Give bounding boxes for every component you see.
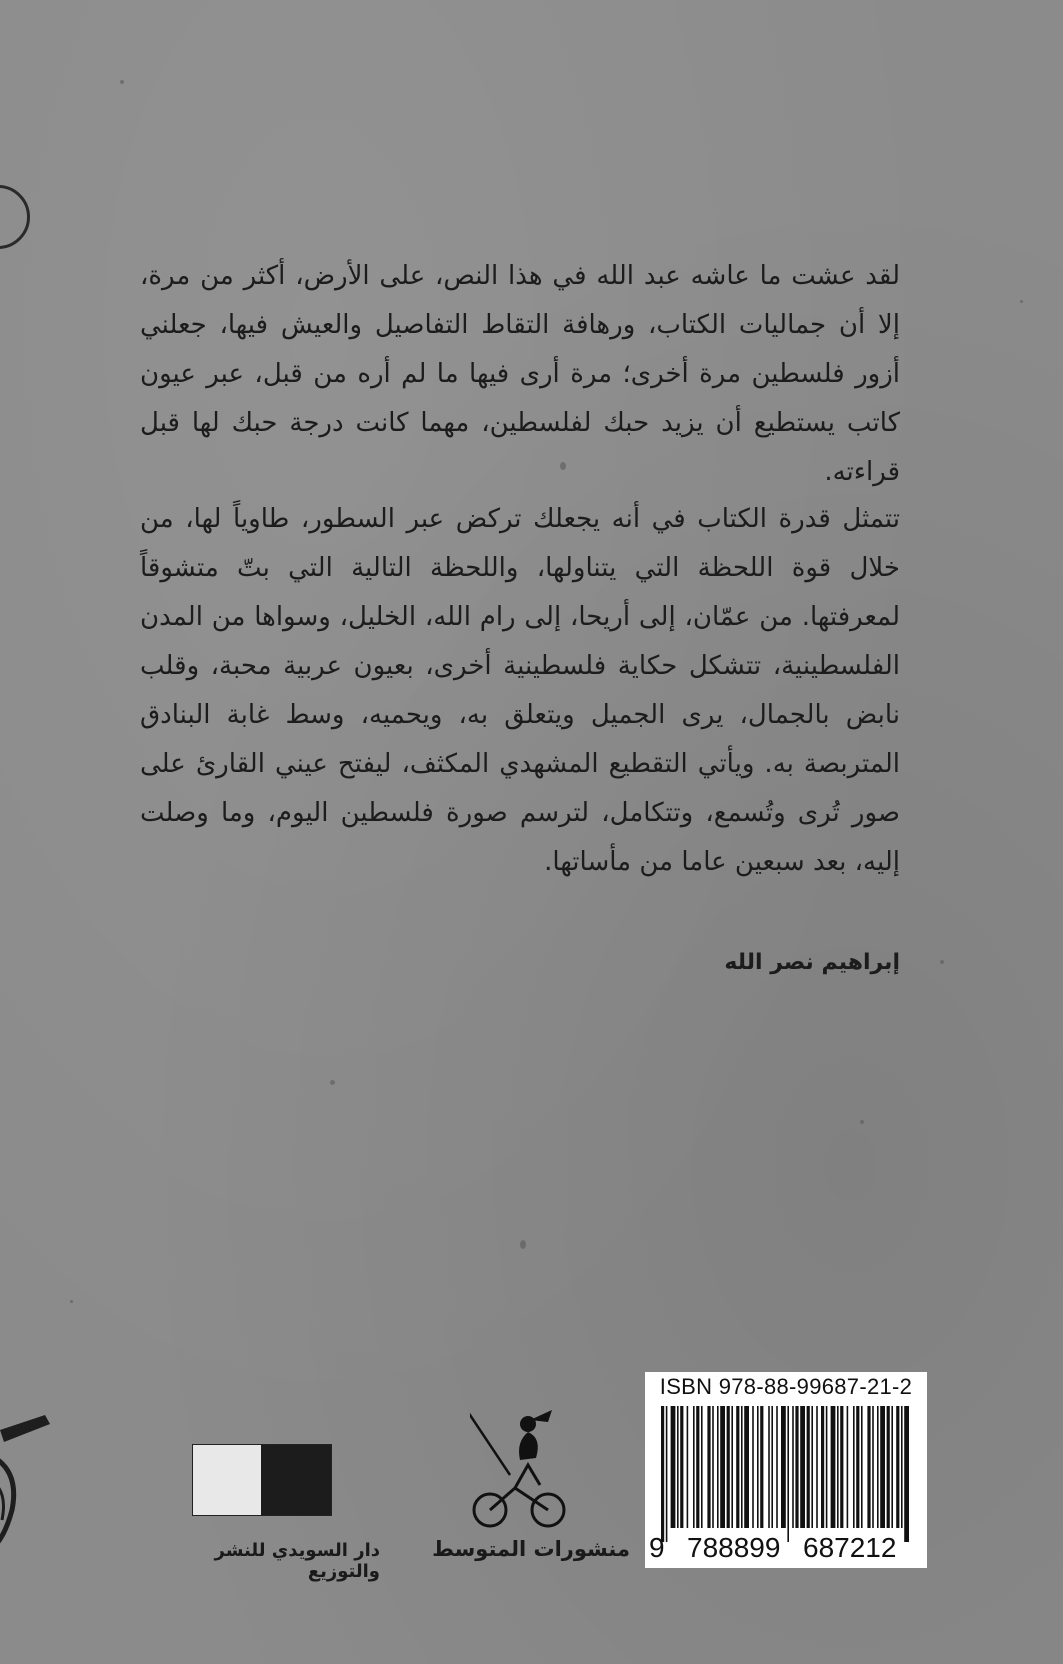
decorative-ornament-icon <box>0 1410 60 1560</box>
isbn-first-digit: 9 <box>649 1532 665 1563</box>
mutawassit-cyclist-logo-icon <box>470 1310 580 1540</box>
author-signature: إبراهيم نصر الله <box>724 950 900 975</box>
alsuwaidi-publisher-logo-icon <box>192 1444 332 1516</box>
blurb-paragraph-2: تتمثل قدرة الكتاب في أنه يجعلك تركض عبر السطور، طاوياً لها، من خلال قوة اللحظة التي يتناولها، واللحظة التالية التي بتّ متشوقاً لمعرفتها. من عمّان، إلى أريحا، إلى رام الله، الخليل، وسواها من المدن الفلسطينية، تتشكل حكاية فلسطينية أخرى، بعيون عربية محبة، وقلب نابض بالجمال، يرى الجميل ويتعلق به، ويحميه، وسط غابة البنادق المتربصة به. ويأتي التقطيع المشهدي المكثف، ليفتح عيني القارئ على صور تُرى وتُسمع، وتتكامل، لترسم صورة فلسطين اليوم، وما وصلت إليه، بعد سبعين عاما من مأساتها. <box>140 504 900 877</box>
isbn-digit-group-2: 687212 <box>803 1532 897 1563</box>
decorative-ring-icon <box>0 185 30 249</box>
blurb-paragraph-1: لقد عشت ما عاشه عبد الله في هذا النص، على الأرض، أكثر من مرة، إلا أن جماليات الكتاب، ورهافة التقاط التفاصيل والعيش فيها، جعلني أزور فلسطين مرة أخرى؛ مرة أرى فيها ما لم أره من قبل، عبر عيون كاتب يستطيع أن يزيد حبك لفلسطين، مهما كانت درجة حبك لها قبل قراءته. <box>140 261 900 487</box>
isbn-digit-group-1: 788899 <box>687 1532 781 1563</box>
mutawassit-publisher-name: منشورات المتوسط <box>432 1537 630 1561</box>
alsuwaidi-publisher-name: دار السويدي للنشر والتوزيع <box>214 1540 380 1582</box>
isbn-label: ISBN 978-88-99687-21-2 <box>659 1374 913 1399</box>
barcode-icon <box>659 1406 915 1542</box>
isbn-barcode-box <box>645 1372 927 1568</box>
